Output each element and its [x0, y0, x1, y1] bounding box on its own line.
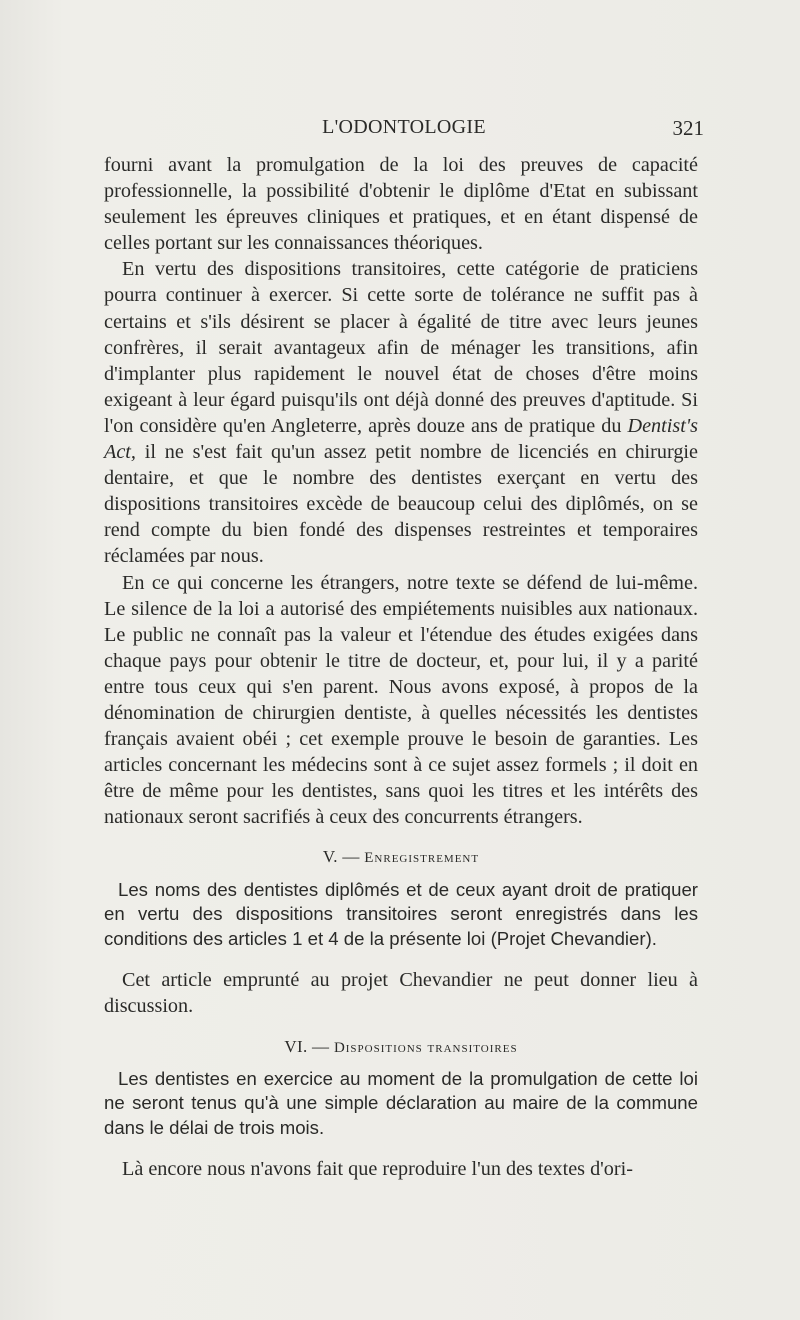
- page-number: 321: [672, 116, 704, 140]
- section-title: Enregistrement: [364, 850, 480, 867]
- paragraph-text-part: il ne s'est fait qu'un assez petit nombre de licenciés en chirurgie dentaire, et que le nombre des dentistes exerçant en vertu des dispositions transitoires excède de beaucoup celui des diplômés, on se rend compte du bien fondé des dispenses restreintes et temporaires réclamées par nous.: [104, 441, 698, 568]
- comment-registration: Cet article emprunté au projet Chevandier ne peut donner lieu à discussion.: [104, 969, 698, 1018]
- page-header: [104, 116, 704, 144]
- section-heading-vi: [104, 1034, 698, 1061]
- paragraph-continuation: fourni avant la promulgation de la loi des preuves de capacité professionnelle, la possibilité d'obtenir le diplôme d'Etat en subissant seulement les épreuves cliniques et pratiques, et en étant dispensé de celles portant sur les connaissances théoriques.: [104, 154, 698, 255]
- article-text-transitional: Les dentistes en exercice au moment de la promulgation de cette loi ne seront tenus qu'à une simple déclaration au maire de la commune dans le délai de trois mois.: [104, 1067, 698, 1138]
- paragraph-transitional-dispositions: [104, 256, 698, 569]
- section-title: Dispositions transitoires: [333, 1039, 518, 1056]
- article-text-registration: Les noms des dentistes diplômés et de ceux ayant droit de pratiquer en vertu des dispositions transitoires seront enregistrés dans les conditions des articles 1 et 4 de la présente loi (Projet Chevandier).: [104, 878, 698, 949]
- running-title: L'ODONTOLOGIE: [322, 116, 486, 138]
- comment-transitional: Là encore nous n'avons fait que reproduire l'un des textes d'ori-: [122, 1158, 633, 1181]
- section-number: VI. —: [284, 1036, 330, 1056]
- section-number: V. —: [322, 847, 360, 867]
- body-text: [104, 152, 698, 1182]
- paragraph-text-part: En vertu des dispositions transitoires, cette catégorie de praticiens pourra continuer à exercer. Si cette sorte de tolérance ne suffit pas à certains et s'ils désirent se placer à égalité de titre avec leurs jeunes confrères, il serait avantageux afin de ménager les transitions, afin d'implanter plus rapidement le nouvel état de choses d'être moins exigeant à leur égard puisqu'ils ont déjà donné des preuves d'aptitude. Si l'on considère qu'en Angleterre, après douze ans de pratique du: [104, 258, 698, 437]
- paragraph-foreigners: En ce qui concerne les étrangers, notre texte se défend de lui-même. Le silence de la loi a autorisé des empiétements nuisibles aux nationaux. Le public ne connaît pas la valeur et l'étendue des études exigées dans chaque pays pour obtenir le titre de docteur, et, pour lui, il y a parité entre tous ceux qui s'en parent. Nous avons exposé, à propos de la dénomination de chirurgien dentiste, à quelles nécessités les dentistes français avaient obéi ; cet exemple prouve le besoin de garanties. Les articles concernant les médecins sont à ce sujet assez formels ; il doit en être de même pour les dentistes, sans quoi les titres et les intérêts des nationaux seront sacrifiés à ceux des concurrents étrangers.: [104, 571, 698, 829]
- section-heading-v: [104, 844, 698, 871]
- dentists-act-title: Dentist's Act,: [104, 414, 698, 464]
